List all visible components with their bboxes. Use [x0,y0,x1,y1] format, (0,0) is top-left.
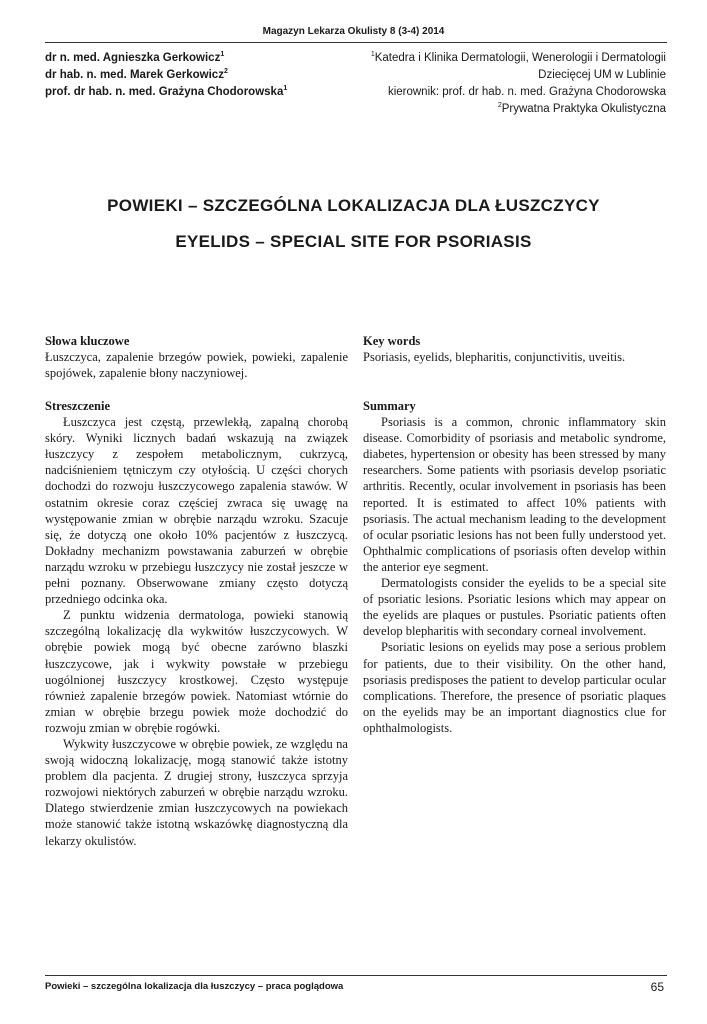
summary-heading: Summary [363,399,416,413]
affiliation-line: kierownik: prof. dr hab. n. med. Grażyna Chodorowska [387,86,666,98]
author-name: prof. dr hab. n. med. Grażyna Chodorowska$^1$ [45,85,288,98]
keywords-heading: Key words [363,334,421,348]
affiliation-line: Dziecięcej UM w Lublinie [538,69,666,81]
author-name: dr hab. n. med. Marek Gerkowicz$^2$ [45,68,228,81]
keywords-text: Łuszczyca, zapalenie brzegów powiek, powieki, zapalenie spojówek, zapalenie błony naczyniowej. [45,350,348,381]
keywords-english [363,333,666,365]
author-name: dr n. med. Agnieszka Gerkowicz$^1$ [45,51,225,64]
summary-paragraph: Psoriasis is a common, chronic inflammatory skin disease. Comorbidity of psoriasis and metabolic syndrome, diabetes, hypertension or obesity has been stressed by many researchers. Some patients with psoriasis develop psoriatic arthritis. Recently, ocular involvement in psoriasis has been reported. It is estimated to affect 10% patients with psoriasis. The actual mechanism leading to the development of ocular psoriatic lesions has not been fully understood yet. Ophthalmic complications of psoriasis often develop within the anterior eye segment. [363,415,666,574]
affiliation-line: $^1$Katedra i Klinika Dermatologii, Wenerologii i Dermatologii [370,51,666,64]
title-polish: POWIEKI – SZCZEGÓLNA LOKALIZACJA DLA ŁUSZCZYCY [107,196,600,215]
abstract-paragraph: Łuszczyca jest częstą, przewlekłą, zapalną chorobą skóry. Wyniki licznych badań wskazują na związek łuszczycy z zespołem metabolicznym, cukrzycą, nadciśnieniem tętniczym czy otyłością. U części chorych dochodzi do rozwoju łuszczycowego zapalenia stawów. W ostatnim okresie coraz częściej zwraca się uwagę na występowanie zmian w obrębie narządu wzroku. Szacuje się, że dotyczą one około 10% pacjentów z łuszczycą. Dokładny mechanizm powstawania zaburzeń w obrębie narządu wzroku w przebiegu łuszczycy nie został jeszcze w pełni poznany. Obserwowane zmiany często dotyczą przedniego odcinka oka. [45,415,348,607]
keywords-heading: Słowa kluczowe [45,334,130,348]
footer-divider [45,975,667,976]
journal-header: Magazyn Lekarza Okulisty 8 (3-4) 2014 [262,26,445,37]
summary-paragraph: Psoriatic lesions on eyelids may pose a serious problem for patients, due to their visibility. On the other hand, psoriasis predisposes the patient to develop particular ocular complications. Therefore, the presence of psoriatic plaques on the eyelids may be an important diagnostics clue for ophthalmologists. [363,640,666,735]
affiliations [371,50,666,118]
keywords-polish [45,333,348,381]
keywords-text: Psoriasis, eyelids, blepharitis, conjunctivitis, uveitis. [363,350,626,365]
summary-paragraph: Dermatologists consider the eyelids to be a special site of psoriatic lesions. Psoriatic lesions which may appear on the eyelids are plaques or pustules. Psoriatic patients often develop blepharitis with secondary corneal involvement. [363,576,666,639]
page-number: 65 [650,980,664,994]
affiliation-line: $^2$Prywatna Praktyka Okulistyczna [497,102,666,115]
abstract-paragraph: Wykwity łuszczycowe w obrębie powiek, ze względu na swoją widoczną lokalizację, mogą stanowić także istotny problem dla pacjenta. Z drugiej strony, łuszczyca sprzyja rozwojowi niektórych zaburzeń w obrębie narządu wzroku. Dlatego stwierdzenie zmian łuszczycowych na powiekach może stanowić także istotną wskazówkę diagnostyczną dla lekarzy okulistów. [45,736,348,848]
header-divider [45,42,667,43]
abstract-polish [45,398,348,849]
title-english: EYELIDS – SPECIAL SITE FOR PSORIASIS [175,232,532,251]
summary-english [363,398,666,736]
abstract-heading: Streszczenie [45,399,111,413]
abstract-paragraph: Z punktu widzenia dermatologa, powieki stanowią szczególną lokalizację dla wykwitów łuszczycowych. W obrębie powiek mogą być obecne zarówno blaszki łuszczycowe, jak i wykwity powstałe w przebiegu uogólnionej łuszczycy krostkowej. Często występuje również zapalenie brzegów powiek. Natomiast wtórnie do zmian w obrębie brzegu powiek może dochodzić do rozwoju zmian w obrębie rogówki. [45,608,348,735]
footer-running-title: Powieki – szczególna lokalizacja dla łuszczycy – praca poglądowa [45,981,344,992]
author-list [45,50,287,101]
